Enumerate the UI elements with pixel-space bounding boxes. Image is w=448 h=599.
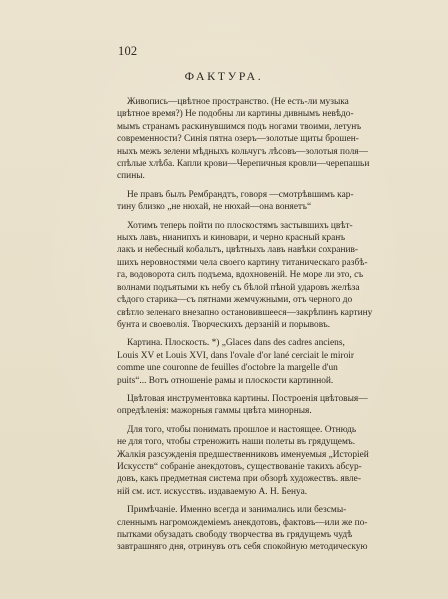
text-line: лакъ и небесный кобальтъ, цвѣтныхъ лавъ навѣки сохранив- xyxy=(117,245,359,256)
text-line: довъ, какъ предметная система при обзорѣ художествъ. явле- xyxy=(117,474,361,485)
text-line: ній см. ист. искусствъ. издаваемую А. Н. Бенуа. xyxy=(117,486,308,497)
page-body xyxy=(117,96,407,560)
text-line: завтрашняго дня, отринувъ отъ себя спокойную методическую xyxy=(117,542,368,553)
text-line: сленнымъ нагромождеміемъ анекдотовъ, фактовъ—или же по- xyxy=(117,517,368,528)
paragraph-color-instrumentation xyxy=(117,393,407,418)
text-line: Не правъ былъ Рембрандтъ, говоря —смотрѣвшимъ кар- xyxy=(127,189,354,200)
text-line: Картина. Плоскость. *) „Glaces dans des cadres anciens, xyxy=(127,338,345,349)
text-line: ныхъ межъ зелени мѣдныхъ кольчугъ лѣсовъ—золотыя поля— xyxy=(117,146,368,157)
text-line: свѣтло зеленаго внезапно остановившееся—закрѣпинъ картину xyxy=(117,307,373,318)
text-line: ныхъ лавъ, нианипхъ и киновари, и черно красный кранъ xyxy=(117,233,346,244)
text-line: Жалкія разсужденія предшественниковъ именуемыя „Исторіей xyxy=(117,449,369,460)
text-line: Louis XV et Louis XVI, dans l'ovale d'or lané cerciait le miroir xyxy=(117,350,354,361)
text-line: цвѣтное время?) Не подобны ли картины дивнымъ невѣдо- xyxy=(117,109,354,120)
text-line: comme une couronne de feuilles d'octobre la margelle d'un xyxy=(117,363,338,374)
paragraph-color-lavas xyxy=(117,220,407,332)
text-line: Искусств“ собраніе анекдотовъ, существованіе такихъ абсур- xyxy=(117,461,362,472)
text-line: Хотимъ теперь пойти по плоскостямъ застывшихъ цвѣт- xyxy=(127,220,353,231)
paragraph-painting-space xyxy=(117,96,407,183)
text-line: спины. xyxy=(117,171,145,182)
text-line: сѣдого старика—съ пятнами жемчужными, отъ черного до xyxy=(117,295,353,306)
text-line: Примѣчаніе. Именно всегда и занимались или безсмы- xyxy=(127,505,347,516)
text-line: пытками обузадать свободу творчества въ грядущемъ чудѣ xyxy=(117,530,353,540)
text-line: га, водоворота силъ подъема, вдохновеній. Не море ли это, съ xyxy=(117,270,364,281)
text-line: волнами подъятыми къ небу съ бѣлой пѣной ударовъ желѣза xyxy=(117,282,360,293)
text-line: Цвѣтовая инструментовка картины. Построенія цвѣтовыя— xyxy=(127,393,368,404)
text-line: бунта и своеволія. Творческихъ дерзаній и порывовъ. xyxy=(117,319,331,330)
text-line: puits“... Вотъ отношеніе рамы и плоскости картинной. xyxy=(117,375,334,386)
paragraph-rembrandt xyxy=(117,189,407,214)
text-line: современности? Синія пятна озеръ—золотые щиты брошен- xyxy=(117,134,359,145)
text-line: не для того, чтобы стреножить наши полеты въ грядущемъ. xyxy=(117,437,356,448)
text-line: опредѣленія: мажорныя гаммы цвѣта минорныя. xyxy=(117,406,312,417)
paragraph-note xyxy=(117,504,407,554)
text-line: Для того, чтобы понимать прошлое и настоящее. Отнюдь xyxy=(127,424,357,435)
text-line: шихъ неровностями чела своего картину титаническаго разбѣ- xyxy=(117,257,368,268)
page-number: 102 xyxy=(118,44,138,58)
text-line: спѣлые хлѣба. Капли крови—Черепичныя кровли—черепашьи xyxy=(117,159,370,170)
paragraph-past-and-present xyxy=(117,424,407,498)
text-line: мымъ странамъ раскинувшимся подъ ногами твоими, летунъ xyxy=(117,121,362,132)
text-line: тину близко „не нюхай, не нюхай—она воняетъ“ xyxy=(117,202,312,213)
section-heading: ФАКТУРА. xyxy=(184,69,264,83)
paragraph-picture-plane xyxy=(117,337,407,387)
text-line: Живопись—цвѣтное пространство. (Не есть-ли музыка xyxy=(127,97,349,107)
